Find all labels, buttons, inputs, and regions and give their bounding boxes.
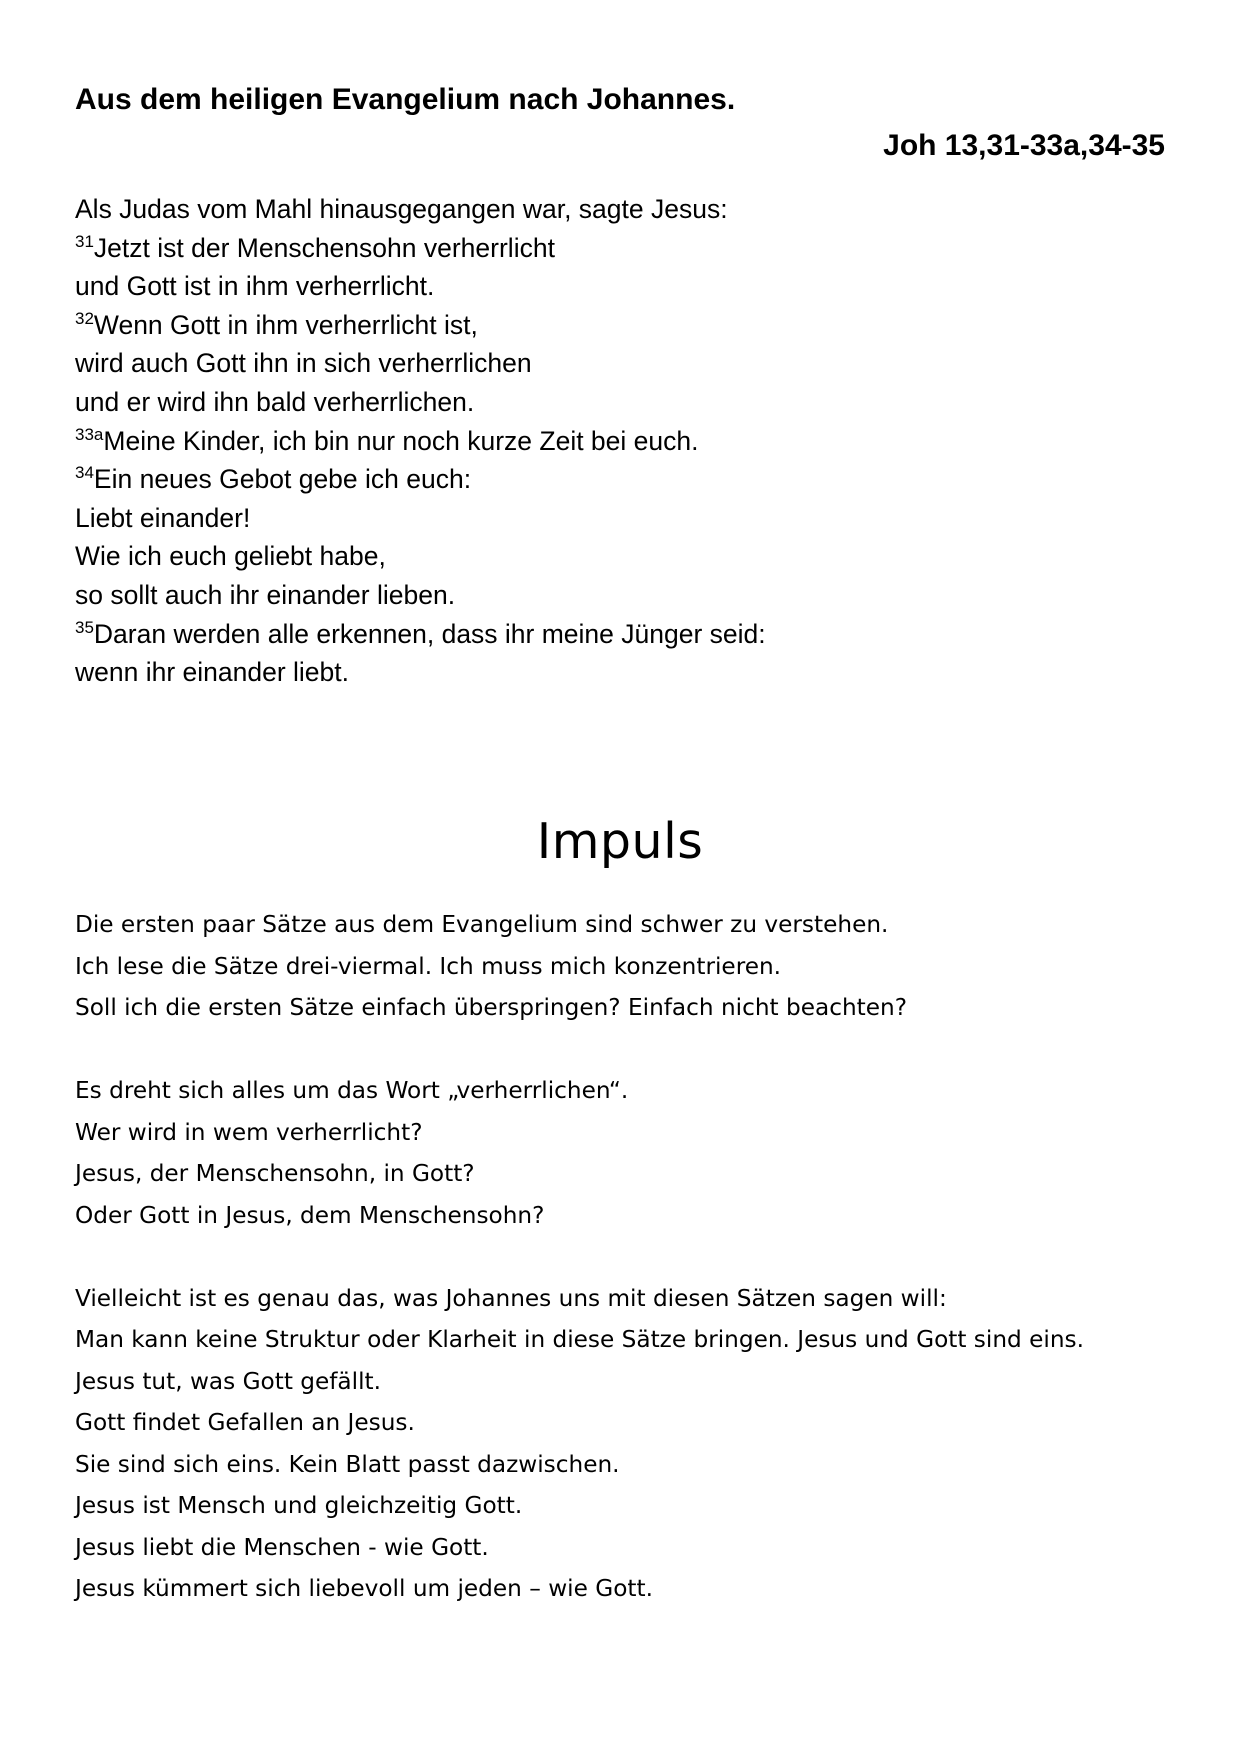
impuls-paragraph bbox=[75, 1070, 1175, 1236]
impuls-line: Wer wird in wem verherrlicht? bbox=[75, 1118, 423, 1146]
verse-number: 34 bbox=[75, 463, 94, 483]
scripture-line: Wie ich euch geliebt habe, bbox=[75, 541, 386, 572]
verse-number: 33a bbox=[75, 424, 104, 444]
scripture-line: $^{35}$Daran werden alle erkennen, dass ihr meine Jünger seid: bbox=[75, 617, 766, 649]
impuls-heading: Impuls bbox=[536, 813, 704, 870]
gospel-title: Aus dem heiligen Evangelium nach Johannes. bbox=[75, 83, 736, 116]
scripture-line: $^{32}$Wenn Gott in ihm verherrlicht ist, bbox=[75, 308, 478, 340]
scripture-line: wird auch Gott ihn in sich verherrlichen bbox=[75, 348, 532, 379]
impuls-line: Jesus tut, was Gott gefällt. bbox=[75, 1367, 381, 1395]
impuls-line: Soll ich die ersten Sätze einfach überspringen? Einfach nicht beachten? bbox=[75, 994, 907, 1021]
gospel-reference: Joh 13,31-33a,34-35 bbox=[883, 129, 1165, 162]
scripture-line: Liebt einander! bbox=[75, 502, 251, 533]
impuls-line: Ich lese die Sätze drei-viermal. Ich muss mich konzentrieren. bbox=[75, 952, 782, 980]
scripture-line: so sollt auch ihr einander lieben. bbox=[75, 579, 456, 610]
scripture-line: $^{34}$Ein neues Gebot gebe ich euch: bbox=[75, 463, 472, 495]
impuls-line: Jesus liebt die Menschen - wie Gott. bbox=[75, 1533, 489, 1561]
verse-number: 31 bbox=[75, 231, 94, 251]
scripture-passage bbox=[75, 190, 1165, 692]
impuls-line: Es dreht sich alles um das Wort „verherrlichen“. bbox=[75, 1077, 629, 1104]
scripture-line: Als Judas vom Mahl hinausgegangen war, sagte Jesus: bbox=[75, 194, 728, 224]
impuls-line: Vielleicht ist es genau das, was Johannes uns mit diesen Sätzen sagen will: bbox=[75, 1284, 947, 1312]
impuls-line: Sie sind sich eins. Kein Blatt passt dazwischen. bbox=[75, 1450, 620, 1478]
impuls-paragraph bbox=[75, 904, 1175, 1029]
impuls-line: Man kann keine Struktur oder Klarheit in diese Sätze bringen. Jesus und Gott sind eins. bbox=[75, 1326, 1084, 1353]
verse-number: 32 bbox=[75, 308, 94, 328]
impuls-text bbox=[75, 904, 1175, 1610]
verse-number: 35 bbox=[75, 617, 94, 637]
impuls-line: Jesus, der Menschensohn, in Gott? bbox=[75, 1160, 475, 1187]
scripture-line: wenn ihr einander liebt. bbox=[75, 657, 350, 688]
impuls-line: Oder Gott in Jesus, dem Menschensohn? bbox=[75, 1201, 545, 1229]
impuls-line: Die ersten paar Sätze aus dem Evangelium sind schwer zu verstehen. bbox=[75, 911, 889, 938]
impuls-paragraph bbox=[75, 1278, 1175, 1610]
scripture-line: $^{31}$Jetzt ist der Menschensohn verherrlicht bbox=[75, 231, 555, 263]
impuls-line: Jesus kümmert sich liebevoll um jeden – wie Gott. bbox=[75, 1575, 653, 1602]
impuls-line: Jesus ist Mensch und gleichzeitig Gott. bbox=[75, 1492, 523, 1519]
scripture-line: $^{33a}$Meine Kinder, ich bin nur noch kurze Zeit bei euch. bbox=[75, 424, 699, 456]
scripture-line: und er wird ihn bald verherrlichen. bbox=[75, 386, 475, 417]
scripture-line: und Gott ist in ihm verherrlicht. bbox=[75, 271, 435, 302]
impuls-line: Gott findet Gefallen an Jesus. bbox=[75, 1409, 415, 1436]
